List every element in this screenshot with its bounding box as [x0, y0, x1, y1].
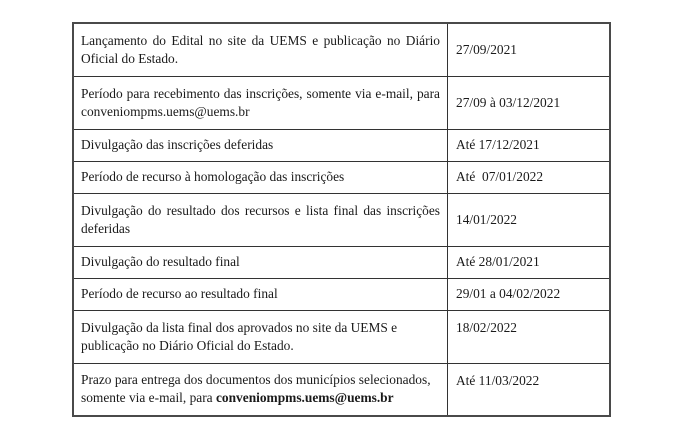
event-cell: Período para recebimento das inscrições, somente via e-mail, para conveniompms.uems@uems.br [73, 76, 448, 129]
event-cell: Período de recurso à homologação das inscrições [73, 161, 448, 193]
event-cell [73, 363, 448, 416]
date-cell: 14/01/2022 [448, 193, 611, 246]
event-cell: Lançamento do Edital no site da UEMS e publicação no Diário Oficial do Estado. [73, 23, 448, 76]
event-cell: Divulgação da lista final dos aprovados no site da UEMS e publicação no Diário Oficial do Estado. [73, 310, 448, 363]
date-cell: Até 07/01/2022 [448, 161, 611, 193]
email-address: conveniompms.uems@uems.br [215, 390, 394, 406]
schedule-table [72, 22, 611, 417]
event-cell: Divulgação do resultado final [73, 246, 448, 278]
date-cell: Até 17/12/2021 [448, 129, 611, 161]
table-row [73, 246, 610, 278]
table-row [73, 310, 610, 363]
event-cell: Divulgação do resultado dos recursos e lista final das inscrições deferidas [73, 193, 448, 246]
table-row [73, 23, 610, 76]
date-cell: Até 28/01/2021 [448, 246, 611, 278]
date-cell: 29/01 a 04/02/2022 [448, 278, 611, 310]
table-row [73, 278, 610, 310]
event-text: Prazo para entrega dos documentos dos municípios selecionados, somente via e-mail, para [81, 372, 431, 406]
table-row [73, 363, 610, 416]
table-row [73, 129, 610, 161]
date-cell: 27/09/2021 [448, 23, 611, 76]
table-row [73, 161, 610, 193]
date-cell: 27/09 à 03/12/2021 [448, 76, 611, 129]
table-row [73, 76, 610, 129]
event-cell: Divulgação das inscrições deferidas [73, 129, 448, 161]
event-cell: Período de recurso ao resultado final [73, 278, 448, 310]
date-cell: 18/02/2022 [448, 310, 611, 363]
date-cell: Até 11/03/2022 [448, 363, 611, 416]
table-row [73, 193, 610, 246]
